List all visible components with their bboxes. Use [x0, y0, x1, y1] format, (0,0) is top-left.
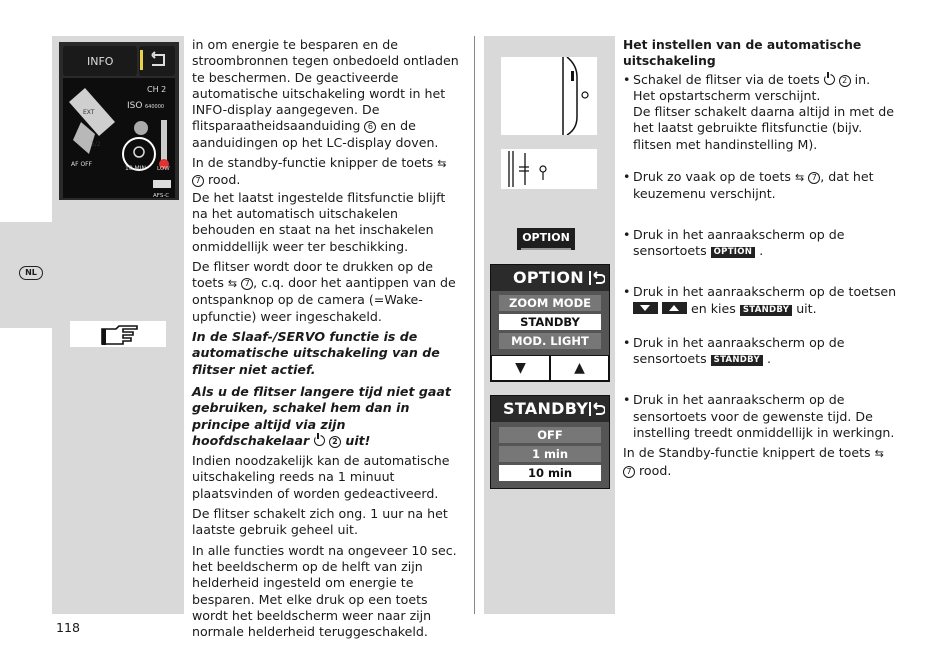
info-display-graphic — [59, 42, 179, 200]
number-6-symbol: 6 — [364, 121, 376, 133]
menu-item-standby[interactable]: STANDBY — [499, 314, 601, 330]
nav-up-button[interactable]: ▲ — [551, 356, 608, 380]
mode-key-icon: ⇆ — [795, 171, 805, 185]
step-choose-standby — [623, 284, 898, 317]
flash-power-switch-drawing — [501, 57, 597, 135]
paragraph-last-mode: De het laatst ingestelde flitsfunctie blijft na het automatisch uitschakelen behouden en staat na het inschakelen onmiddellijk weer ter beschikking. — [192, 189, 446, 254]
down-arrow-chip — [633, 302, 658, 314]
column-divider — [474, 36, 475, 614]
text: Als u de flitser langere tijd niet gaat gebruiken, schakel hem dan in principe altijd via zijn hoofdschakelaar — [192, 383, 451, 448]
step-power-on — [623, 72, 898, 153]
number-7-symbol: 7 — [808, 172, 820, 184]
paragraph-brightness: In alle functies wordt na ongeveer 10 sec. het beeldscherm op de helft van zijn helderheid ingesteld om energie te besparen. Met elke druk op een toets wordt het beeldscherm weer naar zijn normale helderheid teruggeschakeld. — [192, 542, 457, 640]
step-standby: • Druk in het aanraakscherm op de sensortoets STANDBY . — [623, 335, 898, 368]
option-menu-panel — [490, 264, 610, 382]
paragraph-standby-blink — [623, 445, 898, 479]
number-7-symbol: 7 — [623, 466, 635, 478]
text: Druk in het aanraakscherm op de sensortoets voor de gewenste tijd. De instelling treedt onmiddellijk in werkingn. — [633, 392, 895, 441]
option-panel-title: OPTION — [513, 268, 584, 287]
text: Het opstartscherm verschijnt. — [633, 87, 821, 103]
flash-buttons-drawing — [501, 149, 597, 189]
low-label: LOW — [157, 166, 170, 172]
text: uit. — [796, 300, 817, 316]
standby-option-off[interactable]: OFF — [499, 427, 601, 443]
note-box — [70, 321, 166, 347]
menu-item-zoom-mode[interactable]: ZOOM MODE — [499, 295, 601, 311]
iso-value: 640000 — [145, 104, 165, 110]
text: in om energie te besparen en de stroombronnen tegen onbedoeld ontladen te beschermen. De geactiveerde automatische uitschakeling wordt in het INFO-display aangegeven. De flitsparaatheidsaanduiding — [192, 37, 459, 134]
step-choose-time — [623, 392, 898, 441]
text: rood. — [208, 172, 241, 188]
power-icon — [824, 74, 835, 85]
step-open-menu — [623, 169, 898, 203]
half-label: 1/2 — [91, 141, 101, 148]
text: De flitser wordt door te drukken op de toets — [192, 258, 433, 291]
ten-min-label: 10 MIN — [125, 165, 146, 172]
instructions-column — [623, 37, 898, 483]
text: uit! — [345, 432, 371, 448]
number-7-symbol: 7 — [192, 175, 204, 187]
channel-label: CH 2 — [147, 85, 167, 94]
option-list — [491, 291, 609, 355]
standby-option-1-min[interactable]: 1 min — [499, 446, 601, 462]
standby-panel-header — [491, 396, 609, 422]
text: rood. — [639, 462, 672, 478]
up-arrow-chip — [662, 302, 687, 314]
number-7-symbol: 7 — [241, 278, 253, 290]
info-label: INFO — [87, 55, 114, 68]
standby-panel-title: STANDBY — [503, 399, 589, 418]
text: en de aanduidingen op het LC-display doven. — [192, 118, 439, 150]
nav-buttons — [491, 355, 609, 381]
standby-chip: STANDBY — [740, 305, 792, 316]
text: Druk zo vaak op de toets — [633, 169, 791, 185]
language-badge: NL — [19, 266, 43, 280]
info-display-image — [59, 42, 179, 200]
ext-label: EXT — [83, 109, 95, 116]
standby-menu-panel — [490, 395, 610, 489]
mode-key-icon: ⇆ — [227, 277, 238, 291]
paragraph-standby — [192, 155, 462, 189]
option-button-image[interactable] — [517, 228, 575, 250]
text: , dat het keuzemenu verschijnt. — [633, 169, 874, 202]
text: in. — [854, 71, 871, 87]
text: Druk in het aanraakscherm op de sensortoets — [633, 334, 845, 367]
afs-label: AFS-C — [153, 193, 170, 199]
paragraph-one-hour: De flitser schakelt zich ong. 1 uur na het laatste gebruik geheel uit. — [192, 506, 448, 538]
back-icon[interactable] — [587, 269, 605, 287]
paragraph-one-minute: Indien noodzakelijk kan de automatische uitschakeling reeds na 1 minuut plaatsvinden of worden gedeactiveerd. — [192, 453, 450, 501]
text: De flitser schakelt daarna altijd in met de het laatst gebruikte flitsfunctie (bijv. flitsen met handinstelling M). — [633, 104, 894, 152]
af-off-label: AF OFF — [71, 161, 93, 168]
note-main-switch — [192, 384, 462, 449]
note-slave-servo: In de Slaaf-/SERVO functie is de automatische uitschakeling van de flitser niet actief. — [192, 329, 440, 377]
text: , c.q. door het aantippen van de ontspanknop op de camera (=Wake-upfunctie) weer ingeschakeld. — [192, 275, 456, 324]
standby-chip: STANDBY — [711, 355, 763, 366]
number-2-symbol: 2 — [839, 75, 851, 87]
instructions-heading: Het instellen van de automatische uitschakeling — [623, 38, 862, 69]
step-option: • Druk in het aanraakscherm op de sensortoets OPTION . — [623, 227, 898, 260]
mode-key-icon: ⇆ — [437, 157, 447, 171]
standby-option-10-min[interactable]: 10 min — [499, 465, 601, 481]
page-number: 118 — [56, 620, 81, 635]
pointing-hand-icon — [70, 321, 166, 347]
menu-item-mod-light[interactable]: MOD. LIGHT — [499, 333, 601, 349]
nav-down-button[interactable]: ▼ — [492, 356, 549, 380]
number-2-symbol: 2 — [329, 436, 341, 448]
text: Schakel de flitser via de toets — [633, 71, 820, 87]
option-chip: OPTION — [711, 247, 756, 258]
mode-key-icon: ⇆ — [874, 447, 884, 461]
text: In de standby-functie knipper de toets — [192, 155, 434, 171]
paragraph-intro — [192, 37, 462, 151]
standby-list — [491, 422, 609, 488]
back-icon[interactable] — [587, 400, 605, 418]
flash-side-image — [501, 57, 597, 135]
option-button-label: OPTION — [521, 228, 571, 250]
power-icon — [314, 435, 325, 446]
text: Druk in het aanraakscherm op de sensortoets — [633, 226, 845, 258]
option-panel-header — [491, 265, 609, 291]
paragraph-wakeup — [192, 259, 462, 325]
iso-label: ISO — [127, 101, 143, 111]
text: en kies — [691, 300, 736, 316]
text: In de Standby-functie knippert de toets — [623, 445, 871, 461]
text: Druk in het aanraakscherm op de toetsen — [633, 284, 897, 300]
flash-buttons-image — [501, 149, 597, 189]
main-text-column — [192, 37, 462, 644]
